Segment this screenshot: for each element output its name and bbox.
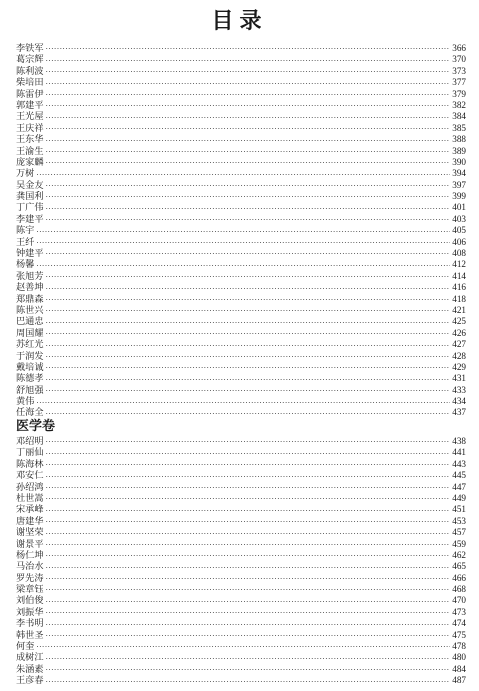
entry-page-number: 377 (452, 77, 466, 88)
entry-page-number: 449 (452, 492, 466, 503)
toc-entry[interactable] (16, 100, 466, 111)
entry-page-number: 399 (452, 191, 466, 202)
dot-leader (46, 564, 451, 573)
entry-page-number: 412 (452, 259, 466, 270)
entry-page-number: 431 (452, 373, 466, 384)
dot-leader (46, 45, 451, 54)
toc-entry[interactable] (16, 550, 466, 561)
entry-name: 王渝生 (16, 145, 44, 157)
dot-leader (46, 285, 451, 294)
dot-leader (46, 91, 451, 100)
toc-entry[interactable] (16, 191, 466, 202)
toc-entry[interactable] (16, 146, 466, 157)
toc-entry[interactable] (16, 294, 466, 305)
dot-leader (46, 376, 451, 385)
entry-name: 万树 (16, 168, 35, 180)
dot-leader (46, 473, 451, 482)
entry-page-number: 425 (452, 316, 466, 327)
entry-name: 黄伟 (16, 396, 35, 408)
entry-page-number: 480 (452, 652, 466, 663)
entry-name: 王光屋 (16, 111, 44, 123)
entry-page-number: 475 (452, 629, 466, 640)
dot-leader (46, 632, 451, 641)
entry-name: 苏红光 (16, 339, 44, 351)
toc-entry[interactable] (16, 664, 466, 675)
toc-entry[interactable] (16, 539, 466, 550)
entry-page-number: 385 (452, 122, 466, 133)
dot-leader (36, 643, 450, 652)
toc-entry[interactable] (16, 362, 466, 373)
toc-entry[interactable] (16, 573, 466, 584)
dot-leader (46, 438, 451, 447)
entry-page-number: 405 (452, 225, 466, 236)
entry-page-number: 434 (452, 396, 466, 407)
entry-page-number: 453 (452, 515, 466, 526)
toc-entry[interactable] (16, 675, 466, 686)
entry-name: 柴培田 (16, 77, 44, 89)
entry-page-number: 468 (452, 584, 466, 595)
entry-page-number: 427 (452, 339, 466, 350)
entry-page-number: 445 (452, 470, 466, 481)
entry-name: 赵善坤 (16, 282, 44, 294)
entry-page-number: 416 (452, 282, 466, 293)
entry-page-number: 487 (452, 675, 466, 686)
entry-page-number: 484 (452, 663, 466, 674)
entry-name: 于润发 (16, 350, 44, 362)
dot-leader (46, 342, 451, 351)
toc-entry[interactable] (16, 351, 466, 362)
entry-name: 巴通忠 (16, 316, 44, 328)
toc-entry[interactable] (16, 225, 466, 236)
dot-leader (46, 575, 451, 584)
entry-name: 宋承峰 (16, 504, 44, 516)
toc-entry[interactable] (16, 396, 466, 407)
dot-leader (46, 250, 451, 259)
entry-page-number: 441 (452, 447, 466, 458)
entry-name: 谢坚荣 (16, 527, 44, 539)
entry-name: 钟建平 (16, 248, 44, 260)
toc-list-main (16, 43, 466, 419)
entry-name: 王东华 (16, 134, 44, 146)
entry-name: 周国耀 (16, 327, 44, 339)
entry-name: 陈雷伊 (16, 88, 44, 100)
toc-list-medicine (16, 436, 466, 687)
entry-name: 陈宇 (16, 225, 35, 237)
toc-entry[interactable] (16, 77, 466, 88)
toc-entry[interactable] (16, 373, 466, 384)
toc-entry[interactable] (16, 43, 466, 54)
entry-name: 成树江 (16, 652, 44, 664)
entry-name: 陈利波 (16, 65, 44, 77)
entry-name: 葛宗辉 (16, 54, 44, 66)
dot-leader (46, 205, 451, 214)
entry-name: 丁丽仙 (16, 447, 44, 459)
toc-entry[interactable] (16, 504, 466, 515)
entry-name: 何奎 (16, 641, 35, 653)
entry-page-number: 421 (452, 304, 466, 315)
dot-leader (46, 307, 451, 316)
entry-name: 刘伯俊 (16, 595, 44, 607)
dot-leader (36, 228, 450, 237)
entry-page-number: 474 (452, 618, 466, 629)
dot-leader (46, 102, 451, 111)
dot-leader (46, 507, 451, 516)
entry-page-number: 401 (452, 202, 466, 213)
dot-leader (46, 552, 451, 561)
toc-entry[interactable] (16, 54, 466, 65)
dot-leader (46, 598, 451, 607)
toc-entry[interactable] (16, 282, 466, 293)
entry-page-number: 429 (452, 361, 466, 372)
entry-page-number: 373 (452, 65, 466, 76)
dot-leader (46, 410, 451, 419)
toc-entry[interactable] (16, 66, 466, 77)
dot-leader (46, 296, 451, 305)
entry-name: 戴培诚 (16, 361, 44, 373)
entry-name: 庞家麟 (16, 156, 44, 168)
dot-leader (46, 216, 451, 225)
entry-name: 龚国利 (16, 191, 44, 203)
dot-leader (46, 484, 451, 493)
toc-entry[interactable] (16, 316, 466, 327)
entry-page-number: 438 (452, 435, 466, 446)
toc-entry[interactable] (16, 516, 466, 527)
dot-leader (46, 450, 451, 459)
entry-name: 刘振华 (16, 606, 44, 618)
entry-name: 朱涵素 (16, 663, 44, 675)
entry-page-number: 473 (452, 606, 466, 617)
dot-leader (46, 193, 451, 202)
dot-leader (46, 57, 451, 66)
entry-name: 杜世嵩 (16, 492, 44, 504)
entry-page-number: 443 (452, 458, 466, 469)
entry-name: 孙绍鸿 (16, 481, 44, 493)
entry-page-number: 437 (452, 407, 466, 418)
toc-entry[interactable] (16, 202, 466, 213)
dot-leader (46, 114, 451, 123)
entry-name: 马治水 (16, 561, 44, 573)
toc-entry[interactable] (16, 527, 466, 538)
entry-name: 王彦春 (16, 675, 44, 687)
entry-name: 谢景平 (16, 538, 44, 550)
entry-page-number: 408 (452, 248, 466, 259)
entry-page-number: 379 (452, 88, 466, 99)
entry-name: 陈海林 (16, 458, 44, 470)
toc-entry[interactable] (16, 447, 466, 458)
dot-leader (46, 530, 451, 539)
entry-name: 王庆祥 (16, 122, 44, 134)
entry-name: 任海全 (16, 407, 44, 419)
entry-page-number: 366 (452, 42, 466, 53)
entry-name: 梁章钰 (16, 584, 44, 596)
entry-page-number: 418 (452, 293, 466, 304)
dot-leader (46, 621, 451, 630)
toc-entry[interactable] (16, 134, 466, 145)
entry-page-number: 390 (452, 156, 466, 167)
entry-name: 邓绍明 (16, 435, 44, 447)
entry-page-number: 462 (452, 549, 466, 560)
entry-name: 陈世兴 (16, 304, 44, 316)
dot-leader (46, 586, 451, 595)
toc-entry[interactable] (16, 111, 466, 122)
toc-entry[interactable] (16, 584, 466, 595)
entry-name: 杨仁坤 (16, 549, 44, 561)
toc-entry[interactable] (16, 470, 466, 481)
entry-name: 韩世圣 (16, 629, 44, 641)
dot-leader (46, 678, 451, 687)
toc-entry[interactable] (16, 168, 466, 179)
toc-entry[interactable] (16, 607, 466, 618)
toc-entry[interactable] (16, 408, 466, 419)
dot-leader (46, 541, 451, 550)
entry-page-number: 478 (452, 641, 466, 652)
toc-entry[interactable] (16, 595, 466, 606)
dot-leader (46, 518, 451, 527)
entry-name: 陈德孝 (16, 373, 44, 385)
toc-entry[interactable] (16, 214, 466, 225)
dot-leader (46, 182, 451, 191)
entry-name: 罗先涛 (16, 572, 44, 584)
dot-leader (46, 387, 451, 396)
entry-page-number: 403 (452, 213, 466, 224)
toc-entry[interactable] (16, 248, 466, 259)
entry-page-number: 389 (452, 145, 466, 156)
entry-page-number: 394 (452, 168, 466, 179)
toc-entry[interactable] (16, 328, 466, 339)
entry-name: 邓安仁 (16, 470, 44, 482)
toc-entry[interactable] (16, 436, 466, 447)
toc-entry[interactable] (16, 630, 466, 641)
dot-leader (46, 68, 451, 77)
page-title: 目录 (211, 9, 268, 34)
entry-page-number: 451 (452, 504, 466, 515)
entry-name: 舒旭强 (16, 384, 44, 396)
toc-entry[interactable] (16, 641, 466, 652)
entry-name: 郭建平 (16, 99, 44, 111)
toc-entry[interactable] (16, 493, 466, 504)
entry-page-number: 433 (452, 384, 466, 395)
entry-page-number: 459 (452, 538, 466, 549)
entry-name: 张旭芳 (16, 270, 44, 282)
dot-leader (46, 461, 451, 470)
entry-page-number: 388 (452, 134, 466, 145)
dot-leader (46, 353, 451, 362)
dot-leader (46, 125, 451, 134)
dot-leader (36, 239, 450, 248)
entry-page-number: 466 (452, 572, 466, 583)
entry-name: 李铁军 (16, 42, 44, 54)
dot-leader (46, 273, 451, 282)
entry-page-number: 370 (452, 54, 466, 65)
entry-name: 丁广伟 (16, 202, 44, 214)
dot-leader (46, 159, 451, 168)
toc-entry[interactable] (16, 482, 466, 493)
entry-page-number: 426 (452, 327, 466, 338)
entry-page-number: 457 (452, 527, 466, 538)
dot-leader (46, 148, 451, 157)
entry-page-number: 382 (452, 99, 466, 110)
dot-leader (36, 262, 450, 271)
dot-leader (46, 364, 451, 373)
toc-entry[interactable] (16, 89, 466, 100)
dot-leader (46, 495, 451, 504)
toc-entry[interactable] (16, 157, 466, 168)
entry-name: 杨馨 (16, 259, 35, 271)
dot-leader (46, 137, 451, 146)
entry-page-number: 397 (452, 179, 466, 190)
section-heading: 医学卷 (16, 419, 56, 434)
toc-entry[interactable] (16, 652, 466, 663)
dot-leader (46, 609, 451, 618)
entry-page-number: 465 (452, 561, 466, 572)
toc-entry[interactable] (16, 123, 466, 134)
entry-name: 吴金友 (16, 179, 44, 191)
dot-leader (46, 655, 451, 664)
toc-entry[interactable] (16, 180, 466, 191)
toc-entry[interactable] (16, 561, 466, 572)
dot-leader (36, 171, 450, 180)
toc-entry[interactable] (16, 618, 466, 629)
entry-page-number: 447 (452, 481, 466, 492)
entry-name: 王纤 (16, 236, 35, 248)
toc-entry[interactable] (16, 305, 466, 316)
entry-page-number: 406 (452, 236, 466, 247)
entry-page-number: 470 (452, 595, 466, 606)
toc-entry[interactable] (16, 385, 466, 396)
dot-leader (46, 666, 451, 675)
entry-name: 唐建华 (16, 515, 44, 527)
toc-entry[interactable] (16, 459, 466, 470)
entry-page-number: 428 (452, 350, 466, 361)
entry-name: 郑鼎森 (16, 293, 44, 305)
entry-name: 李书明 (16, 618, 44, 630)
entry-page-number: 384 (452, 111, 466, 122)
dot-leader (36, 399, 450, 408)
toc-entry[interactable] (16, 339, 466, 350)
dot-leader (46, 330, 451, 339)
toc-entry[interactable] (16, 237, 466, 248)
dot-leader (46, 80, 451, 89)
entry-name: 李建平 (16, 213, 44, 225)
entry-page-number: 414 (452, 270, 466, 281)
toc-entry[interactable] (16, 271, 466, 282)
dot-leader (46, 319, 451, 328)
toc-entry[interactable] (16, 259, 466, 270)
